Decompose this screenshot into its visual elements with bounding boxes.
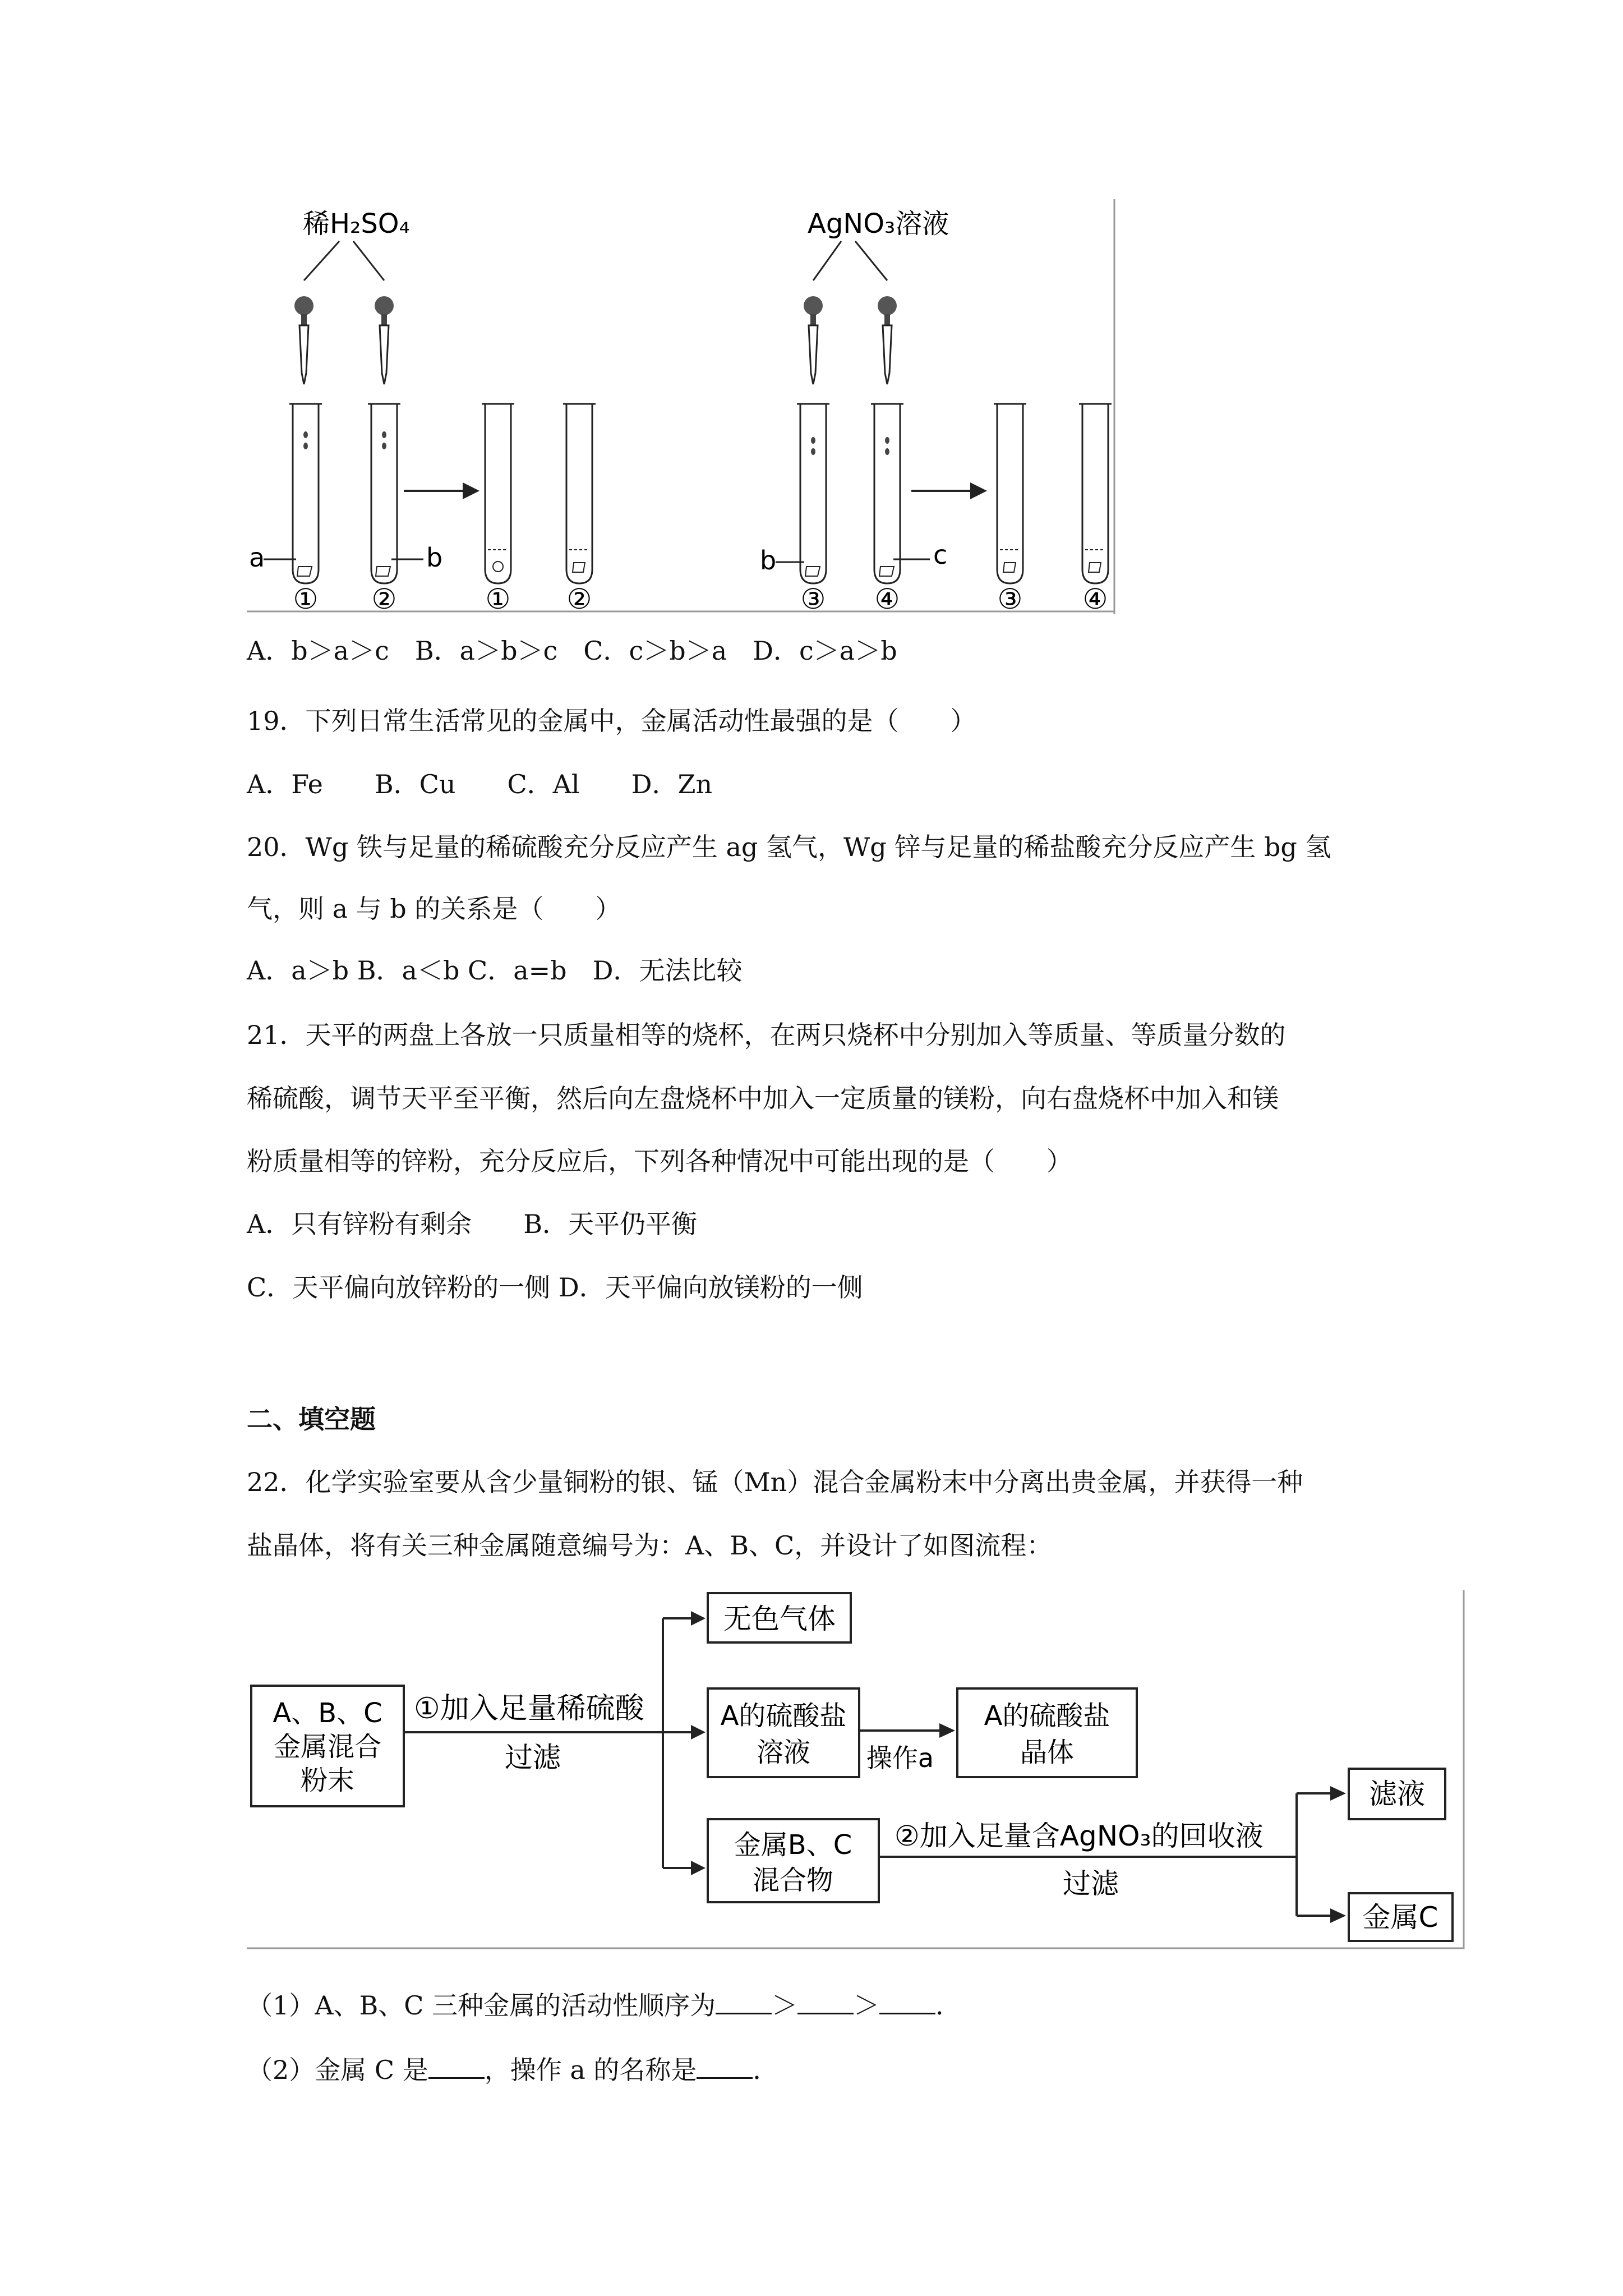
gas-box [708, 1593, 851, 1642]
test-tube-icon [289, 404, 322, 583]
test-tube-icon [368, 404, 400, 583]
q21-stem-line2: 稀硫酸，调节天平至平衡，然后向左盘烧杯中加入一定质量的镁粉，向右盘烧杯中加入和镁 [247, 1083, 1279, 1114]
tube-number: ④ [1082, 583, 1108, 614]
step1-filter-label: 过滤 [505, 1741, 561, 1774]
tube-number: ③ [800, 583, 826, 614]
q20-options: A．a＞b B．a＜b C．a=b D．无法比较 [247, 955, 743, 986]
q22-sub2: （2）金属 C 是 ，操作 a 的名称是 ． [247, 2055, 779, 2085]
answer-blank[interactable] [797, 1990, 854, 2014]
gas-box-label: 无色气体 [723, 1603, 836, 1635]
answer-blank[interactable] [428, 2055, 485, 2079]
tube-number: ② [371, 583, 397, 614]
q21-options-ab: A．只有锌粉有剩余 B．天平仍平衡 [247, 1209, 698, 1239]
q20-stem-line2: 气，则 a 与 b 的关系是（ ） [247, 894, 621, 924]
dropper-icon [804, 296, 823, 384]
salt-solution-box [708, 1688, 859, 1777]
q22-stem-line1: 22．化学实验室要从含少量铜粉的银、锰（Mn）混合金属粉末中分离出贵金属，并获得一种 [247, 1467, 1303, 1497]
tube-number: ① [293, 583, 319, 614]
test-tube-icon [482, 404, 514, 583]
operation-a-label: 操作a [866, 1743, 934, 1773]
salt-solution-line2: 溶液 [756, 1737, 811, 1768]
test-tube-figure [247, 199, 1122, 614]
answer-blank[interactable] [697, 2055, 753, 2079]
arrow-right-icon [663, 1725, 706, 1740]
start-box-line2: 金属混合 [273, 1731, 382, 1763]
test-tube-icon [994, 404, 1026, 583]
arrow-right-icon [1297, 1908, 1346, 1923]
metal-mixture-box [708, 1819, 879, 1902]
start-box-line3: 粉末 [300, 1765, 355, 1796]
separation-flowchart [247, 1590, 1467, 1955]
q22-sub1: （1）A、B、C 三种金属的活动性顺序为 ＞ ＞ ． [247, 1990, 962, 2021]
test-tube-icon [797, 404, 829, 583]
arrow-right-icon [911, 482, 987, 499]
q21-stem-line3: 粉质量相等的锌粉，充分反应后，下列各种情况中可能出现的是（ ） [247, 1146, 1072, 1176]
q18-options: A．b＞a＞c B．a＞b＞c C．c＞b＞a D．c＞a＞b [247, 636, 897, 666]
q22-stem-line2: 盐晶体，将有关三种金属随意编号为：A、B、C，并设计了如图流程： [247, 1530, 1053, 1561]
q19-options: A．Fe B．Cu C．Al D．Zn [247, 769, 713, 799]
label-b: b [426, 542, 443, 573]
label-c: c [933, 540, 948, 570]
step2-filter-label: 过滤 [1063, 1867, 1119, 1900]
q20-stem-line1: 20．Wg 铁与足量的稀硫酸充分反应产生 ag 氢气，Wg 锌与足量的稀盐酸充分反应产生 bg 氢 [247, 832, 1331, 862]
reagent-left-label: 稀H₂SO₄ [303, 208, 410, 240]
label-a: a [249, 542, 265, 573]
test-tube-icon [1079, 404, 1112, 583]
tube-number: ④ [874, 583, 900, 614]
tube-number: ① [485, 583, 511, 614]
dropper-icon [878, 296, 897, 384]
arrow-right-icon [1297, 1786, 1346, 1801]
q21-stem-line1: 21．天平的两盘上各放一只质量相等的烧杯，在两只烧杯中分别加入等质量、等质量分数的 [247, 1020, 1286, 1050]
reagent-right-label: AgNO₃溶液 [808, 208, 949, 240]
metal-mixture-line1: 金属B、C [734, 1829, 852, 1861]
section-heading: 二、填空题 [247, 1404, 376, 1434]
start-box [251, 1686, 404, 1806]
label-b: b [760, 545, 777, 576]
q19-stem: 19．下列日常生活常见的金属中，金属活动性最强的是（ ） [247, 706, 976, 736]
start-box-line1: A、B、C [273, 1697, 382, 1729]
arrow-right-icon [859, 1723, 955, 1738]
filtrate-label: 滤液 [1369, 1778, 1425, 1810]
arrow-right-icon [663, 1611, 706, 1626]
dropper-icon [294, 296, 313, 384]
tube-number: ② [566, 583, 592, 614]
metal-mixture-line2: 混合物 [752, 1865, 834, 1896]
filtrate-box [1349, 1769, 1445, 1819]
tube-number: ③ [997, 583, 1023, 614]
crystal-line1: A的硫酸盐 [984, 1700, 1110, 1732]
answer-blank[interactable] [879, 1990, 935, 2014]
step2-label: ②加入足量含AgNO₃的回收液 [895, 1820, 1264, 1852]
metal-c-box [1349, 1893, 1453, 1941]
answer-blank[interactable] [716, 1990, 772, 2014]
dropper-icon [375, 296, 394, 384]
metal-c-label: 金属C [1362, 1901, 1438, 1934]
arrow-right-icon [404, 482, 479, 499]
q21-options-cd: C．天平偏向放锌粉的一侧 D．天平偏向放镁粉的一侧 [247, 1272, 863, 1303]
crystal-box [957, 1688, 1137, 1777]
test-tube-icon [563, 404, 596, 583]
test-tube-icon [871, 404, 903, 583]
step1-label: ①加入足量稀硫酸 [414, 1692, 644, 1726]
salt-solution-line1: A的硫酸盐 [720, 1700, 847, 1732]
arrow-right-icon [663, 1861, 706, 1875]
crystal-line2: 晶体 [1020, 1737, 1075, 1768]
